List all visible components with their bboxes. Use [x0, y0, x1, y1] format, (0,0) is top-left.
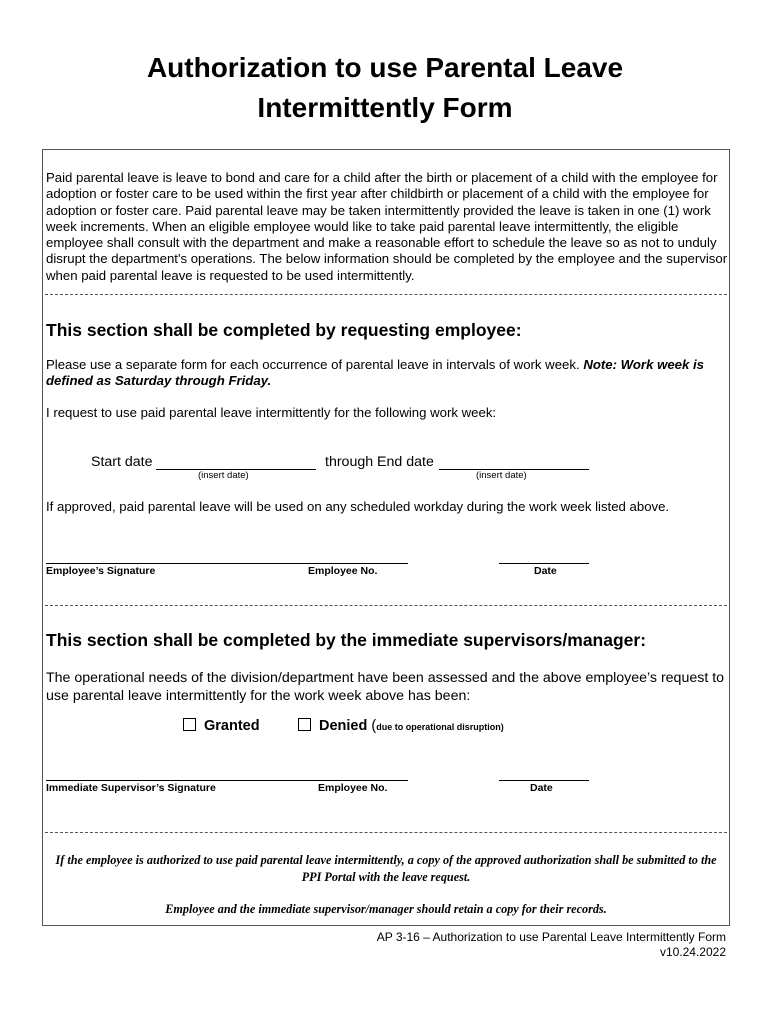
granted-option[interactable] [183, 718, 260, 734]
employee-signature-label: Employee’s Signature [46, 565, 156, 577]
divider-1 [45, 294, 727, 295]
divider-3 [45, 832, 727, 833]
granted-label: Granted [204, 718, 260, 734]
supervisor-section-heading: This section shall be completed by the immediate supervisors/manager: [46, 630, 647, 650]
employee-date-field[interactable] [499, 563, 589, 564]
authorized-note: If the employee is authorized to use paid parental leave intermittently, a copy of the approved authorization shall be submitted to the PPI Portal with the leave request. [55, 853, 717, 884]
end-date-label: through End date [325, 454, 434, 470]
separate-form-text: Please use a separate form for each occurrence of parental leave in intervals of work week. [46, 357, 580, 372]
supervisor-signature-label: Immediate Supervisor’s Signature [46, 782, 216, 794]
footer-form-id: AP 3-16 – Authorization to use Parental Leave Intermittently Form [376, 930, 726, 944]
divider-2 [45, 605, 727, 606]
intro-paragraph: Paid parental leave is leave to bond and care for a child after the birth or placement of a child with the employee for adoption or foster care to be used within the first year after childbirth or placement of a child with the employee for adoption or foster care. Paid parental leave may be taken intermittently provided the leave is taken in one (1) work week increments. When an eligible employee would like to take paid parental leave intermittently, the eligible employee shall consult with the department and make a reasonable effort to schedule the leave so as not to unduly disrupt the department's operations. The below information should be completed by the employee and the supervisor when paid parental leave is requested to be used intermittently. [46, 170, 728, 283]
employee-no-label: Employee No. [308, 565, 378, 577]
denied-label: Denied [319, 718, 368, 734]
form-title-line-2: Intermittently Form [257, 92, 513, 123]
end-date-hint: (insert date) [476, 470, 527, 481]
supervisor-date-label: Date [530, 782, 553, 794]
form-title-line-1: Authorization to use Parental Leave [146, 52, 624, 83]
start-date-hint: (insert date) [198, 470, 249, 481]
approved-text: If approved, paid parental leave will be used on any scheduled workday during the work week listed above. [46, 499, 670, 514]
employee-section-heading: This section shall be completed by requesting employee: [46, 320, 522, 340]
request-text: I request to use paid parental leave intermittently for the following work week: [46, 405, 497, 420]
denied-option[interactable] [298, 718, 504, 734]
footer-version: v10.24.2022 [659, 945, 726, 959]
employee-date-label: Date [534, 565, 557, 577]
denied-paren: ( [371, 718, 377, 734]
employee-signature-field[interactable] [46, 563, 408, 564]
separate-form-instruction [46, 357, 726, 390]
supervisor-signature-field[interactable] [46, 780, 408, 781]
supervisor-date-field[interactable] [499, 780, 589, 781]
supervisor-employee-no-label: Employee No. [318, 782, 388, 794]
granted-checkbox[interactable] [183, 718, 196, 731]
work-week-note: Note: Work week is defined as Saturday through Friday. [46, 357, 704, 389]
denied-note: due to operational disruption) [376, 722, 504, 732]
assessment-text: The operational needs of the division/department have been assessed and the above employee’s request to use parental leave intermittently for the work week above has been: [46, 670, 725, 704]
start-date-label: Start date [91, 454, 153, 470]
form-body-box [42, 149, 730, 926]
denied-checkbox[interactable] [298, 718, 311, 731]
retain-note: Employee and the immediate supervisor/manager should retain a copy for their records. [165, 902, 607, 916]
